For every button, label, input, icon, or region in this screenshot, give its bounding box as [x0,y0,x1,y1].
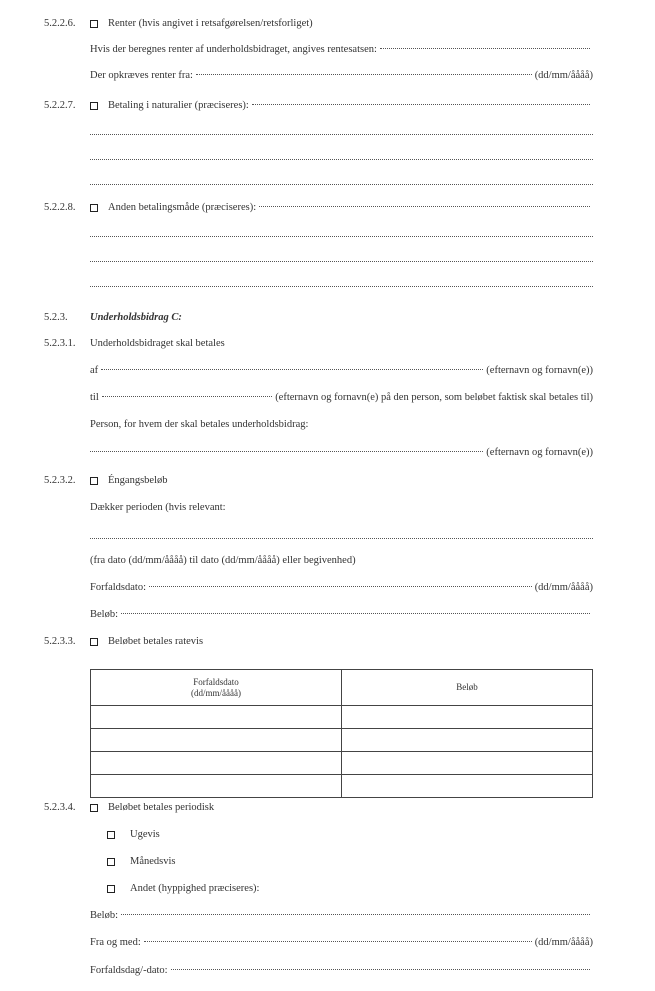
installments-table [90,669,593,798]
interest-checkbox[interactable] [90,20,98,28]
section-number: 5.2.3.2. [44,475,76,486]
other-payment-label: Anden betalingsmåde (præciseres): [108,202,257,213]
periodic-checkbox[interactable] [90,804,98,812]
payer-heading: Underholdsbidraget skal betales [90,338,225,349]
monthly-checkbox[interactable] [107,858,115,866]
in-kind-row [108,99,593,113]
in-kind-line-4[interactable] [90,174,593,188]
table-row [91,775,593,798]
due-date-row [90,581,593,595]
periodic-amount-field[interactable] [121,914,590,915]
amount-cell[interactable] [342,729,593,752]
other-payment-line-4[interactable] [90,276,593,290]
start-date-hint: (dd/mm/åååå) [534,937,593,948]
due-date-cell[interactable] [91,752,342,775]
column-header-due-date: Forfaldsdato (dd/mm/åååå) [91,670,342,706]
due-day-row [90,964,593,978]
section-number: 5.2.3.1. [44,338,76,349]
payee-hint: (efternavn og fornavn(e) på den person, som beløbet faktisk skal betales til) [275,392,593,403]
interest-label: Renter (hvis angivet i retsafgørelsen/retsforliget) [108,18,313,29]
interest-rate-row [90,43,593,57]
payer-field[interactable] [101,369,483,370]
interest-rate-field[interactable] [380,48,590,49]
date-format-hint: (dd/mm/åååå) [534,70,593,81]
beneficiary-row [90,446,593,460]
payee-field[interactable] [102,396,272,397]
lump-sum-label: Éngangsbeløb [108,475,168,486]
payer-row [90,364,593,378]
installments-label: Beløbet betales ratevis [108,636,204,647]
section-number: 5.2.3. [44,312,68,323]
amount-cell[interactable] [342,775,593,798]
due-day-field[interactable] [171,969,590,970]
due-day-label: Forfaldsdag/-dato: [90,965,168,976]
section-title: Underholdsbidrag C: [90,312,182,323]
section-number: 5.2.2.7. [44,100,76,111]
periodic-amount-row [90,909,593,923]
in-kind-field[interactable] [252,104,590,105]
payer-label: af [90,365,99,376]
lump-amount-row [90,608,593,622]
in-kind-line-2[interactable] [90,124,593,138]
due-date-cell[interactable] [91,706,342,729]
weekly-label: Ugevis [130,829,160,840]
section-number: 5.2.2.6. [44,18,76,29]
weekly-checkbox[interactable] [107,831,115,839]
start-date-row [90,936,593,950]
due-date-cell[interactable] [91,775,342,798]
interest-from-field[interactable] [196,74,532,75]
other-payment-checkbox[interactable] [90,204,98,212]
period-label: Dækker perioden (hvis relevant: [90,502,226,513]
amount-cell[interactable] [342,752,593,775]
table-row [91,729,593,752]
due-date-cell[interactable] [91,729,342,752]
amount-cell[interactable] [342,706,593,729]
table-header-row [91,670,593,706]
section-number: 5.2.3.3. [44,636,76,647]
lump-sum-checkbox[interactable] [90,477,98,485]
beneficiary-field[interactable] [90,451,483,452]
section-number: 5.2.2.8. [44,202,76,213]
interest-rate-label: Hvis der beregnes renter af underholdsbidraget, angives rentesatsen: [90,44,377,55]
section-number: 5.2.3.4. [44,802,76,813]
interest-from-row [90,69,593,83]
periodic-label: Beløbet betales periodisk [108,802,215,813]
other-frequency-checkbox[interactable] [107,885,115,893]
beneficiary-hint: (efternavn og fornavn(e)) [486,447,593,458]
due-date-field[interactable] [149,586,532,587]
payer-hint: (efternavn og fornavn(e)) [486,365,593,376]
lump-amount-label: Beløb: [90,609,118,620]
table-row [91,706,593,729]
monthly-label: Månedsvis [130,856,176,867]
other-payment-row [108,201,593,215]
other-payment-line-3[interactable] [90,251,593,265]
other-frequency-label: Andet (hyppighed præciseres): [130,883,260,894]
column-header-amount: Beløb [342,670,593,706]
interest-from-label: Der opkræves renter fra: [90,70,193,81]
period-hint: (fra dato (dd/mm/åååå) til dato (dd/mm/åååå) eller begivenhed) [90,555,356,566]
period-field[interactable] [90,528,593,542]
in-kind-checkbox[interactable] [90,102,98,110]
payee-row [90,391,593,405]
start-date-field[interactable] [144,941,532,942]
other-payment-field[interactable] [259,206,590,207]
in-kind-label: Betaling i naturalier (præciseres): [108,100,249,111]
installments-checkbox[interactable] [90,638,98,646]
lump-amount-field[interactable] [121,613,590,614]
periodic-amount-label: Beløb: [90,910,118,921]
in-kind-line-3[interactable] [90,149,593,163]
table-row [91,752,593,775]
start-date-label: Fra og med: [90,937,141,948]
due-date-label: Forfaldsdato: [90,582,146,593]
payee-label: til [90,392,99,403]
other-payment-line-2[interactable] [90,226,593,240]
due-date-hint: (dd/mm/åååå) [534,582,593,593]
beneficiary-label: Person, for hvem der skal betales underholdsbidrag: [90,419,309,430]
